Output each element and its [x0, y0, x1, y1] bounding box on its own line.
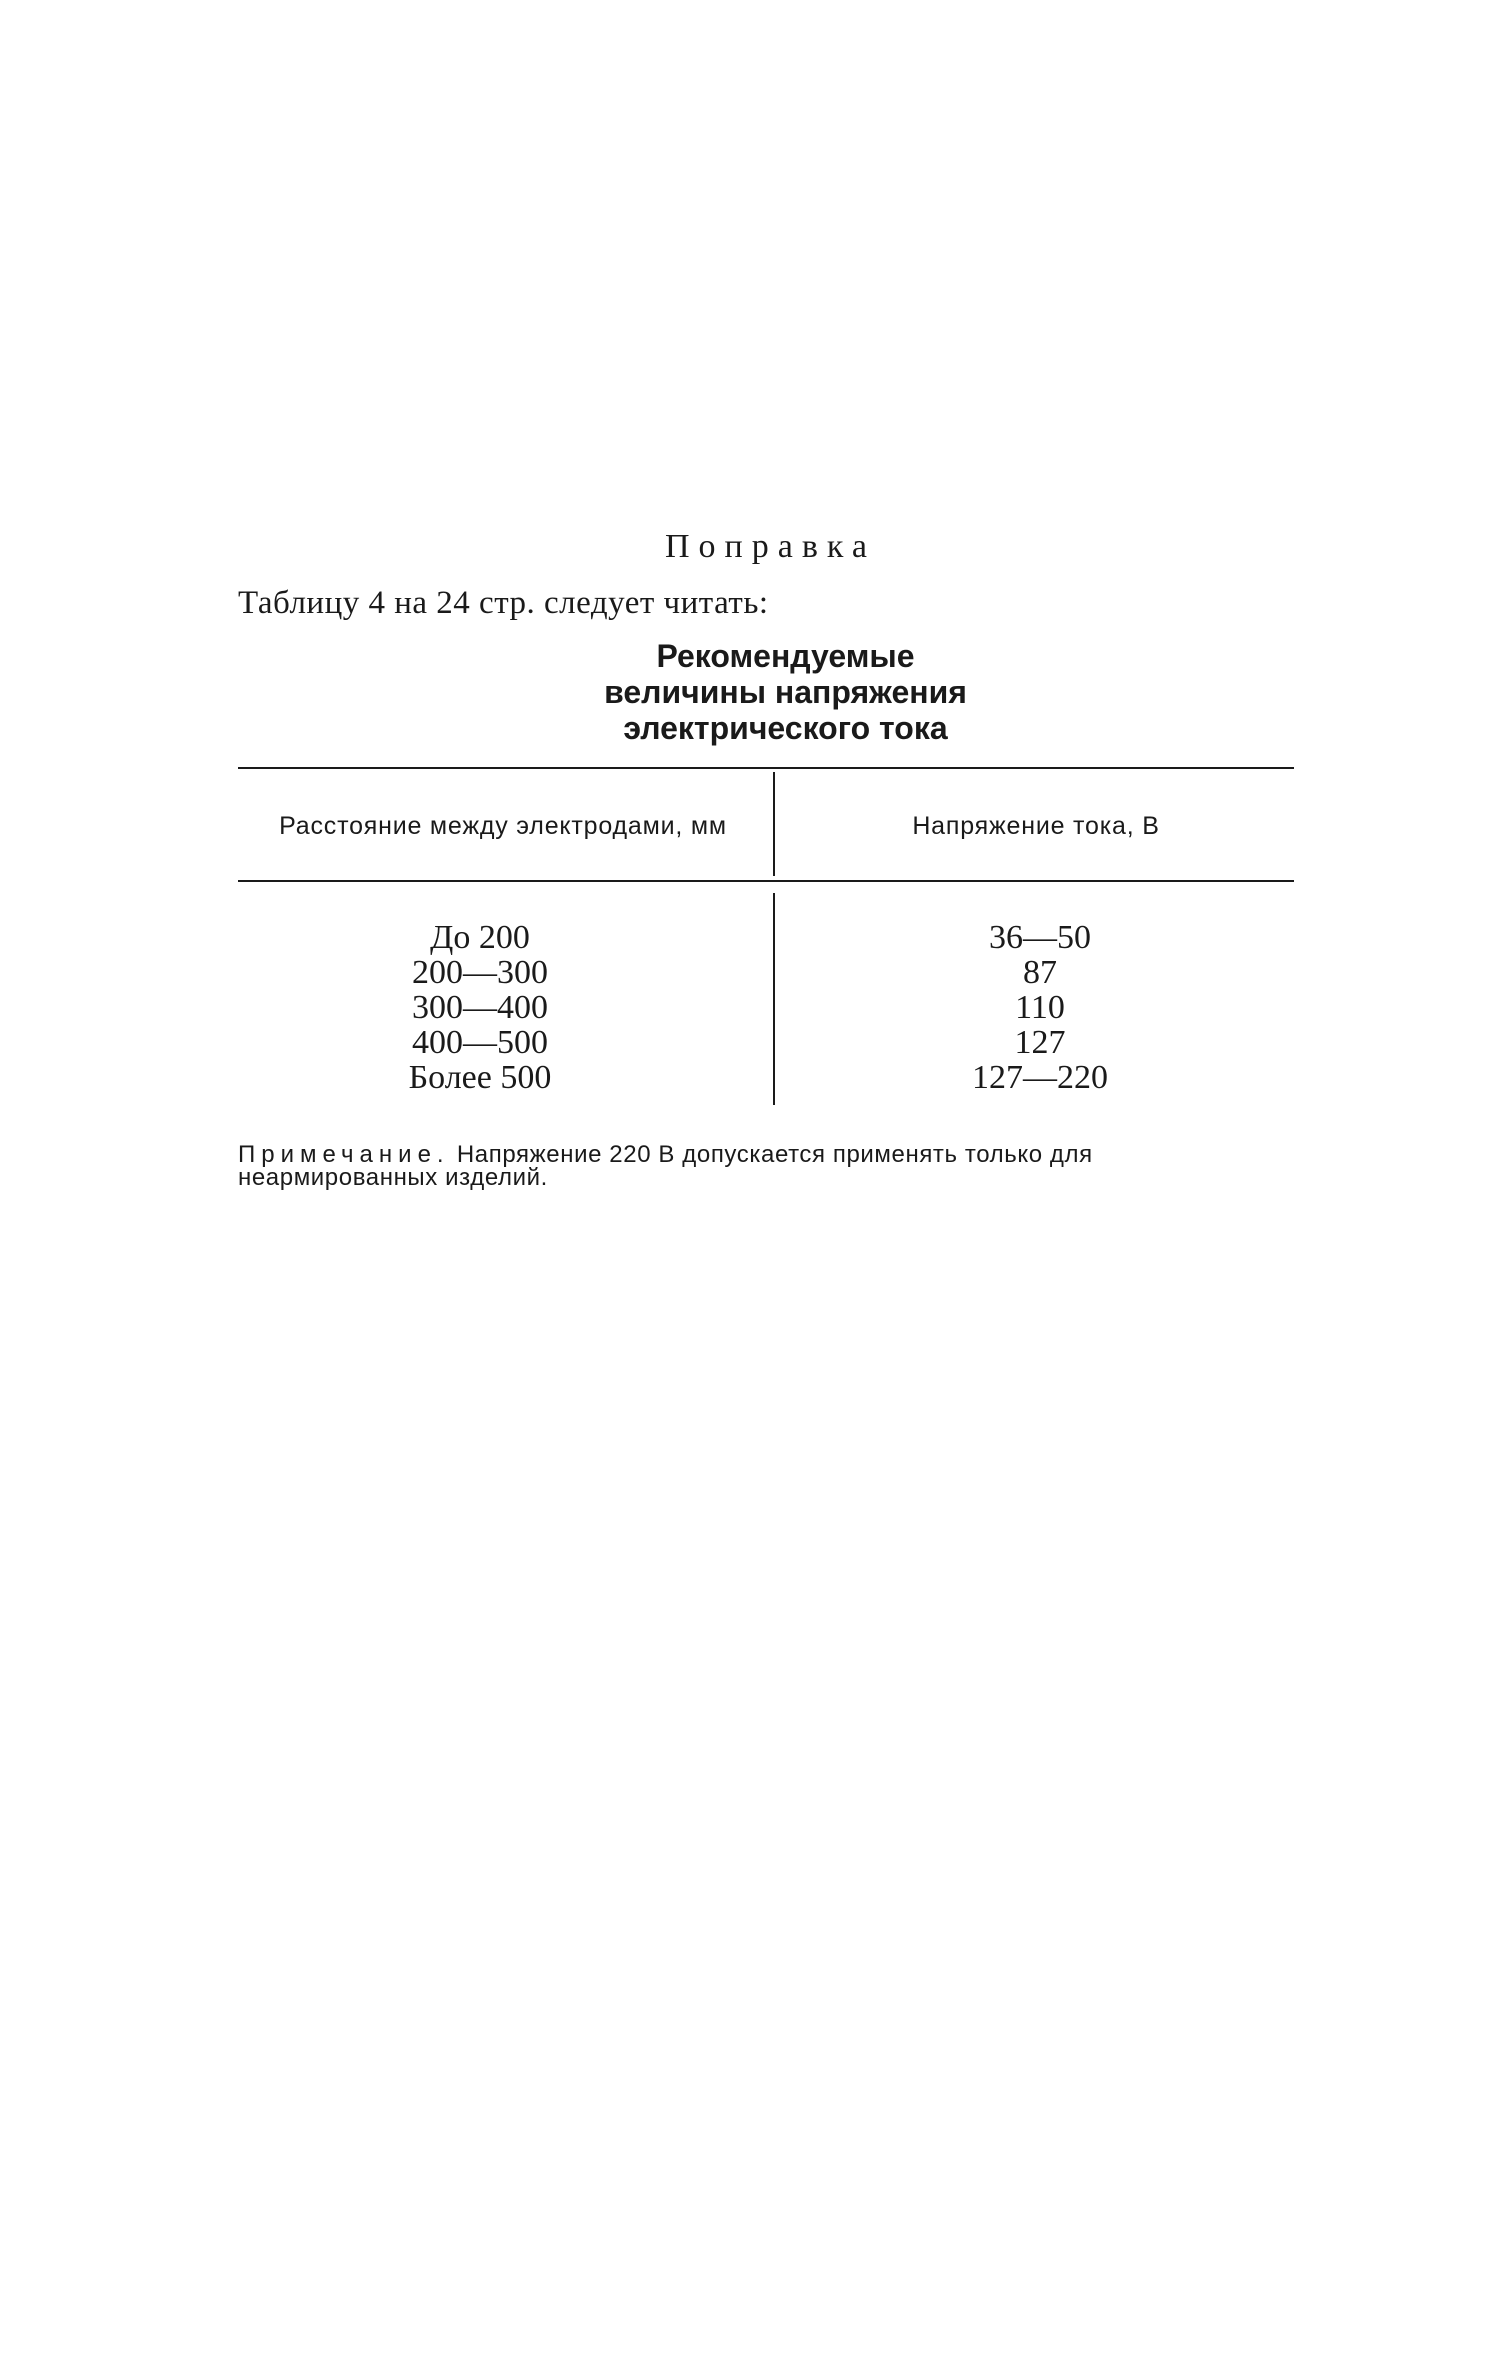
voltage-column — [880, 920, 1200, 1095]
correction-heading: Поправка — [665, 528, 876, 565]
body-column-divider — [773, 893, 775, 1105]
table-title-line-3: электрического тока — [623, 710, 948, 746]
table-cell-voltage: 110 — [1015, 989, 1065, 1026]
column-header-distance: Расстояние между электродами, мм — [279, 812, 727, 840]
note-text: Напряжение 220 В допускается применять только для неармированных изделий. — [238, 1141, 1093, 1191]
distance-column — [300, 920, 660, 1095]
table-cell-voltage: 127—220 — [972, 1059, 1108, 1096]
header-column-divider — [773, 772, 775, 876]
table-cell-distance: Более 500 — [408, 1059, 552, 1096]
table-cell-distance: До 200 — [430, 919, 530, 956]
table-title — [0, 638, 1501, 746]
header-bottom-rule — [238, 880, 1294, 882]
table-cell-voltage: 127 — [1014, 1024, 1066, 1061]
table-cell-distance: 400—500 — [412, 1024, 548, 1061]
table-cell-voltage: 36—50 — [989, 919, 1091, 956]
table-cell-distance: 200—300 — [412, 954, 548, 991]
table-cell-voltage: 87 — [1023, 954, 1057, 991]
table-cell-distance: 300—400 — [412, 989, 548, 1026]
table-note — [238, 1143, 1298, 1189]
column-header-voltage: Напряжение тока, В — [912, 812, 1160, 840]
intro-text: Таблицу 4 на 24 стр. следует читать: — [238, 585, 769, 621]
table-title-line-1: Рекомендуемые — [656, 638, 915, 674]
note-label: Примечание. — [238, 1141, 450, 1168]
table-top-rule — [238, 767, 1294, 769]
table-title-line-2: величины напряжения — [604, 674, 967, 710]
